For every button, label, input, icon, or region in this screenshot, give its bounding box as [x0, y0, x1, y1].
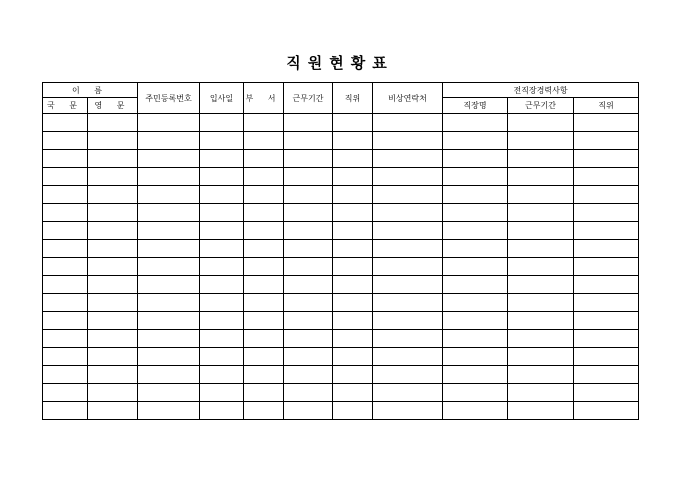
- table-cell[interactable]: [333, 150, 373, 168]
- table-cell[interactable]: [443, 402, 508, 420]
- table-cell[interactable]: [200, 150, 244, 168]
- table-cell[interactable]: [43, 150, 88, 168]
- table-cell[interactable]: [88, 294, 138, 312]
- table-cell[interactable]: [200, 330, 244, 348]
- table-cell[interactable]: [443, 294, 508, 312]
- table-cell[interactable]: [574, 204, 639, 222]
- header-name-english: 영 문: [88, 98, 138, 114]
- table-cell[interactable]: [508, 150, 574, 168]
- table-cell[interactable]: [43, 240, 88, 258]
- table-cell[interactable]: [138, 276, 200, 294]
- table-row: [43, 312, 639, 330]
- table-cell[interactable]: [200, 114, 244, 132]
- table-cell[interactable]: [88, 186, 138, 204]
- table-cell[interactable]: [333, 168, 373, 186]
- table-cell[interactable]: [88, 168, 138, 186]
- header-resident-number: 주민등록번호: [138, 83, 200, 114]
- table-cell[interactable]: [333, 204, 373, 222]
- table-cell[interactable]: [373, 186, 443, 204]
- table-row: [43, 384, 639, 402]
- table-row: [43, 348, 639, 366]
- table-cell[interactable]: [373, 348, 443, 366]
- table-cell[interactable]: [244, 330, 284, 348]
- table-cell[interactable]: [200, 294, 244, 312]
- table-cell[interactable]: [443, 384, 508, 402]
- table-body: [43, 114, 639, 420]
- table-cell[interactable]: [443, 186, 508, 204]
- table-cell[interactable]: [284, 366, 333, 384]
- table-cell[interactable]: [443, 114, 508, 132]
- table-cell[interactable]: [244, 204, 284, 222]
- table-cell[interactable]: [373, 312, 443, 330]
- table-row: [43, 186, 639, 204]
- table-cell[interactable]: [373, 114, 443, 132]
- table-cell[interactable]: [43, 330, 88, 348]
- table-cell[interactable]: [200, 366, 244, 384]
- table-cell[interactable]: [574, 312, 639, 330]
- table-cell[interactable]: [43, 402, 88, 420]
- table-cell[interactable]: [284, 312, 333, 330]
- table-row: [43, 366, 639, 384]
- table-cell[interactable]: [284, 186, 333, 204]
- table-cell[interactable]: [508, 186, 574, 204]
- table-cell[interactable]: [138, 294, 200, 312]
- table-cell[interactable]: [138, 150, 200, 168]
- table-cell[interactable]: [284, 168, 333, 186]
- table-cell[interactable]: [574, 276, 639, 294]
- table-cell[interactable]: [200, 276, 244, 294]
- table-cell[interactable]: [443, 276, 508, 294]
- table-cell[interactable]: [88, 240, 138, 258]
- table-cell[interactable]: [244, 312, 284, 330]
- header-service-period: 근무기간: [284, 83, 333, 114]
- table-cell[interactable]: [244, 366, 284, 384]
- table-cell[interactable]: [508, 276, 574, 294]
- table-cell[interactable]: [200, 348, 244, 366]
- table-cell[interactable]: [373, 384, 443, 402]
- table-cell[interactable]: [138, 132, 200, 150]
- table-row: [43, 276, 639, 294]
- header-prior-service-period: 근무기간: [508, 98, 574, 114]
- table-cell[interactable]: [88, 366, 138, 384]
- table-cell[interactable]: [43, 204, 88, 222]
- table-cell[interactable]: [88, 276, 138, 294]
- table-cell[interactable]: [508, 222, 574, 240]
- table-cell[interactable]: [88, 204, 138, 222]
- table-cell[interactable]: [333, 258, 373, 276]
- table-cell[interactable]: [244, 276, 284, 294]
- table-cell[interactable]: [373, 330, 443, 348]
- table-cell[interactable]: [284, 240, 333, 258]
- table-cell[interactable]: [443, 258, 508, 276]
- employee-status-table: [42, 82, 639, 420]
- table-cell[interactable]: [43, 258, 88, 276]
- table-cell[interactable]: [333, 186, 373, 204]
- table-cell[interactable]: [443, 132, 508, 150]
- table-row: [43, 132, 639, 150]
- table-cell[interactable]: [43, 132, 88, 150]
- table-cell[interactable]: [138, 204, 200, 222]
- table-cell[interactable]: [200, 132, 244, 150]
- table-cell[interactable]: [138, 168, 200, 186]
- table-cell[interactable]: [574, 258, 639, 276]
- table-cell[interactable]: [574, 366, 639, 384]
- table-cell[interactable]: [43, 276, 88, 294]
- table-cell[interactable]: [244, 186, 284, 204]
- table-cell[interactable]: [200, 312, 244, 330]
- table-cell[interactable]: [574, 330, 639, 348]
- table-cell[interactable]: [284, 330, 333, 348]
- table-cell[interactable]: [43, 222, 88, 240]
- table-cell[interactable]: [373, 222, 443, 240]
- table-cell[interactable]: [508, 294, 574, 312]
- table-cell[interactable]: [138, 186, 200, 204]
- table-cell[interactable]: [88, 258, 138, 276]
- table-row: [43, 204, 639, 222]
- table-cell[interactable]: [333, 294, 373, 312]
- table-cell[interactable]: [200, 240, 244, 258]
- table-cell[interactable]: [333, 222, 373, 240]
- table-cell[interactable]: [284, 114, 333, 132]
- table-cell[interactable]: [508, 312, 574, 330]
- table-row: [43, 240, 639, 258]
- table-cell[interactable]: [373, 168, 443, 186]
- table-cell[interactable]: [43, 366, 88, 384]
- header-prior-career: 전직장경력사항: [443, 83, 639, 98]
- table-cell[interactable]: [284, 402, 333, 420]
- table-cell[interactable]: [508, 348, 574, 366]
- table-cell[interactable]: [138, 366, 200, 384]
- table-cell[interactable]: [200, 204, 244, 222]
- table-cell[interactable]: [244, 168, 284, 186]
- table-cell[interactable]: [244, 348, 284, 366]
- page-title: 직원현황표: [286, 54, 394, 72]
- table-cell[interactable]: [200, 222, 244, 240]
- table-cell[interactable]: [574, 402, 639, 420]
- table-cell[interactable]: [88, 402, 138, 420]
- table-cell[interactable]: [373, 240, 443, 258]
- table-row: [43, 222, 639, 240]
- table-cell[interactable]: [373, 132, 443, 150]
- table-row: [43, 294, 639, 312]
- table-cell[interactable]: [333, 402, 373, 420]
- table-cell[interactable]: [333, 366, 373, 384]
- header-hire-date: 입사일: [200, 83, 244, 114]
- table-cell[interactable]: [43, 384, 88, 402]
- table-cell[interactable]: [284, 276, 333, 294]
- table-cell[interactable]: [138, 312, 200, 330]
- table-cell[interactable]: [508, 132, 574, 150]
- table-cell[interactable]: [284, 294, 333, 312]
- table-row: [43, 402, 639, 420]
- table-cell[interactable]: [333, 114, 373, 132]
- table-cell[interactable]: [138, 240, 200, 258]
- table-cell[interactable]: [574, 132, 639, 150]
- table-cell[interactable]: [443, 330, 508, 348]
- table-cell[interactable]: [138, 402, 200, 420]
- table-cell[interactable]: [43, 294, 88, 312]
- table-cell[interactable]: [43, 168, 88, 186]
- header-name-korean: 국 문: [43, 98, 88, 114]
- table-cell[interactable]: [284, 204, 333, 222]
- table-cell[interactable]: [373, 402, 443, 420]
- table-cell[interactable]: [508, 240, 574, 258]
- table-cell[interactable]: [443, 150, 508, 168]
- table-cell[interactable]: [88, 330, 138, 348]
- table-cell[interactable]: [88, 384, 138, 402]
- header-position: 직위: [333, 83, 373, 114]
- table-cell[interactable]: [200, 258, 244, 276]
- table-cell[interactable]: [88, 222, 138, 240]
- table-cell[interactable]: [574, 186, 639, 204]
- table-cell[interactable]: [244, 132, 284, 150]
- table-row: [43, 168, 639, 186]
- table-cell[interactable]: [284, 348, 333, 366]
- table-cell[interactable]: [373, 258, 443, 276]
- table-cell[interactable]: [138, 222, 200, 240]
- table-row: [43, 330, 639, 348]
- table-cell[interactable]: [43, 114, 88, 132]
- table-cell[interactable]: [574, 348, 639, 366]
- header-department: 부 서: [244, 83, 284, 114]
- table-cell[interactable]: [244, 294, 284, 312]
- table-cell[interactable]: [574, 168, 639, 186]
- table-row: [43, 150, 639, 168]
- table-cell[interactable]: [508, 168, 574, 186]
- table-cell[interactable]: [574, 384, 639, 402]
- table-cell[interactable]: [508, 204, 574, 222]
- table-cell[interactable]: [333, 312, 373, 330]
- table-cell[interactable]: [88, 114, 138, 132]
- table-cell[interactable]: [88, 150, 138, 168]
- table-cell[interactable]: [138, 258, 200, 276]
- table-cell[interactable]: [443, 204, 508, 222]
- table-cell[interactable]: [443, 240, 508, 258]
- table-cell[interactable]: [333, 330, 373, 348]
- table-cell[interactable]: [574, 294, 639, 312]
- table-cell[interactable]: [373, 366, 443, 384]
- table-cell[interactable]: [200, 402, 244, 420]
- table-cell[interactable]: [43, 186, 88, 204]
- table-cell[interactable]: [43, 312, 88, 330]
- table-cell[interactable]: [284, 132, 333, 150]
- table-cell[interactable]: [508, 258, 574, 276]
- header-name: 이 름: [43, 83, 138, 98]
- table-cell[interactable]: [333, 276, 373, 294]
- table-cell[interactable]: [138, 330, 200, 348]
- table-cell[interactable]: [443, 366, 508, 384]
- table-cell[interactable]: [43, 348, 88, 366]
- table-cell[interactable]: [508, 384, 574, 402]
- table-cell[interactable]: [244, 150, 284, 168]
- table-cell[interactable]: [88, 312, 138, 330]
- table-cell[interactable]: [574, 222, 639, 240]
- table-cell[interactable]: [244, 384, 284, 402]
- table-cell[interactable]: [284, 150, 333, 168]
- table-cell[interactable]: [373, 204, 443, 222]
- table-cell[interactable]: [284, 258, 333, 276]
- table-cell[interactable]: [244, 114, 284, 132]
- table-cell[interactable]: [333, 384, 373, 402]
- table-cell[interactable]: [138, 384, 200, 402]
- table-cell[interactable]: [443, 312, 508, 330]
- table-cell[interactable]: [373, 150, 443, 168]
- table-cell[interactable]: [443, 348, 508, 366]
- table-cell[interactable]: [284, 384, 333, 402]
- table-cell[interactable]: [88, 132, 138, 150]
- table-cell[interactable]: [373, 276, 443, 294]
- table-cell[interactable]: [138, 114, 200, 132]
- table-cell[interactable]: [138, 348, 200, 366]
- table-cell[interactable]: [200, 168, 244, 186]
- table-cell[interactable]: [244, 240, 284, 258]
- table-cell[interactable]: [443, 168, 508, 186]
- table-cell[interactable]: [244, 258, 284, 276]
- table-cell[interactable]: [333, 132, 373, 150]
- table-cell[interactable]: [200, 186, 244, 204]
- table-cell[interactable]: [284, 222, 333, 240]
- table-cell[interactable]: [508, 402, 574, 420]
- table-cell[interactable]: [574, 114, 639, 132]
- table-cell[interactable]: [508, 366, 574, 384]
- table-cell[interactable]: [508, 114, 574, 132]
- header-prior-employer: 직장명: [443, 98, 508, 114]
- header-emergency-contact: 비상연락처: [373, 83, 443, 114]
- table-cell[interactable]: [574, 240, 639, 258]
- table-cell[interactable]: [88, 348, 138, 366]
- table-cell[interactable]: [244, 402, 284, 420]
- table-cell[interactable]: [574, 150, 639, 168]
- table-cell[interactable]: [333, 240, 373, 258]
- table-cell[interactable]: [508, 330, 574, 348]
- table-cell[interactable]: [373, 294, 443, 312]
- table-cell[interactable]: [443, 222, 508, 240]
- table-cell[interactable]: [333, 348, 373, 366]
- table-cell[interactable]: [244, 222, 284, 240]
- table-row: [43, 258, 639, 276]
- table-row: [43, 114, 639, 132]
- table-cell[interactable]: [200, 384, 244, 402]
- header-prior-position: 직위: [574, 98, 639, 114]
